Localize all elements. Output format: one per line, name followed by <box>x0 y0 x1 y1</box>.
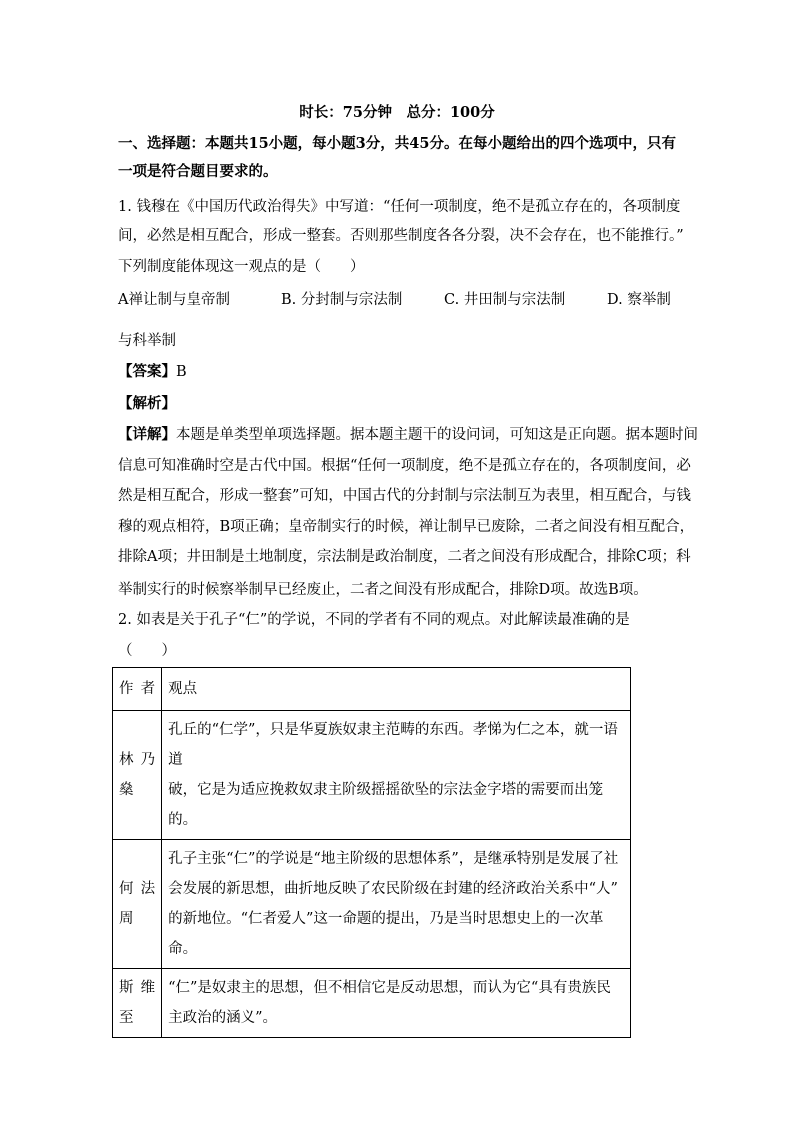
view-line: 孔子主张“仁”的学说是“地主阶级的思想体系”，是继承特别是发展了社 <box>168 851 619 867</box>
header-view: 观点 <box>162 668 631 711</box>
detail-line: 举制实行的时候察举制早已经废止，二者之间没有形成配合，排除D项。故选B项。 <box>118 582 648 598</box>
answer-value: B <box>176 364 187 380</box>
view-line: 的新地位。“仁者爱人”这一命题的提出，乃是当时思想史上的一次革命。 <box>168 911 604 957</box>
author-line: 林乃 <box>119 752 156 768</box>
q1-option-c: C. 井田制与宗法制 <box>444 292 566 308</box>
detail-line: 排除A项；井田制是土地制度，宗法制是政治制度，二者之间没有形成配合，排除C项；科 <box>118 549 691 565</box>
header-author: 作者 <box>113 668 162 711</box>
table-header-row <box>113 668 631 711</box>
section-title: 一、选择题：本题共15小题，每小题3分，共45分。在每小题给出的四个选项中，只有 <box>118 135 676 152</box>
view-line: 孔丘的“仁学”，只是华夏族奴隶主范畴的东西。孝悌为仁之本，就一语道 <box>168 722 618 768</box>
view-cell <box>162 969 631 1038</box>
detail-line: 然是相互配合，形成一整套”可知，中国古代的分封制与宗法制互为表里，相互配合，与钱 <box>118 488 691 504</box>
table-row <box>113 840 631 969</box>
table-row <box>113 711 631 840</box>
author-line: 斯维 <box>119 980 156 996</box>
detail-label: 【详解】 <box>118 426 176 443</box>
view-line: 会发展的新思想，曲折地反映了农民阶级在封建的经济政治关系中“人” <box>168 881 618 897</box>
q1-stem-line: 1. 钱穆在《中国历代政治得失》中写道：“任何一项制度，绝不是孤立存在的，各项制度 <box>118 199 681 215</box>
q1-stem-line: 间，必然是相互配合，形成一整套。否则那些制度各各分裂，决不会存在，也不能推行。” <box>118 228 684 244</box>
view-cell <box>162 711 631 840</box>
answer-label: 【答案】 <box>118 363 176 380</box>
table-row <box>113 969 631 1038</box>
author-line: 周 <box>119 911 134 927</box>
q2-table <box>112 667 631 1038</box>
author-line: 燊 <box>119 782 134 798</box>
detail-text: 本题是单类型单项选择题。据本题主题干的设问词，可知这是正向题。据本题时间 <box>176 427 698 443</box>
author-cell <box>113 969 162 1038</box>
section-title-cont: 一项是符合题目要求的。 <box>118 163 278 180</box>
q1-option-d: D. 察举制 <box>607 292 671 308</box>
q1-option-b: B. 分封制与宗法制 <box>281 292 403 308</box>
view-cell <box>162 840 631 969</box>
exam-header: 时长：75分钟 总分：100分 <box>299 104 495 121</box>
author-cell <box>113 711 162 840</box>
q2-stem-line: （ ） <box>118 643 176 659</box>
detail-line: 穆的观点相符，B项正确；皇帝制实行的时候，禅让制早已废除，二者之间没有相互配合， <box>118 519 695 535</box>
q1-stem-line: 下列制度能体现这一观点的是（ ） <box>118 259 365 275</box>
author-line: 至 <box>119 1010 134 1026</box>
q1-answer <box>118 362 678 382</box>
view-line: 破，它是为适应挽救奴隶主阶级摇摇欲坠的宗法金字塔的需要而出笼的。 <box>168 782 604 828</box>
detail-line: 信息可知准确时空是古代中国。根据“任何一项制度，绝不是孤立存在的，各项制度间，必 <box>118 458 691 474</box>
analysis-label: 【解析】 <box>118 395 176 412</box>
q1-option-d-cont: 与科举制 <box>118 333 176 349</box>
author-line: 何法 <box>119 881 156 897</box>
view-line: 主政治的涵义”。 <box>168 1010 278 1026</box>
detail-line <box>118 425 698 445</box>
q1-option-a: A禅让制与皇帝制 <box>118 292 230 308</box>
author-cell <box>113 840 162 969</box>
view-line: “仁”是奴隶主的思想，但不相信它是反动思想，而认为它“具有贵族民 <box>168 980 611 996</box>
q2-stem-line: 2. 如表是关于孔子“仁”的学说，不同的学者有不同的观点。对此解读最准确的是 <box>118 612 630 628</box>
